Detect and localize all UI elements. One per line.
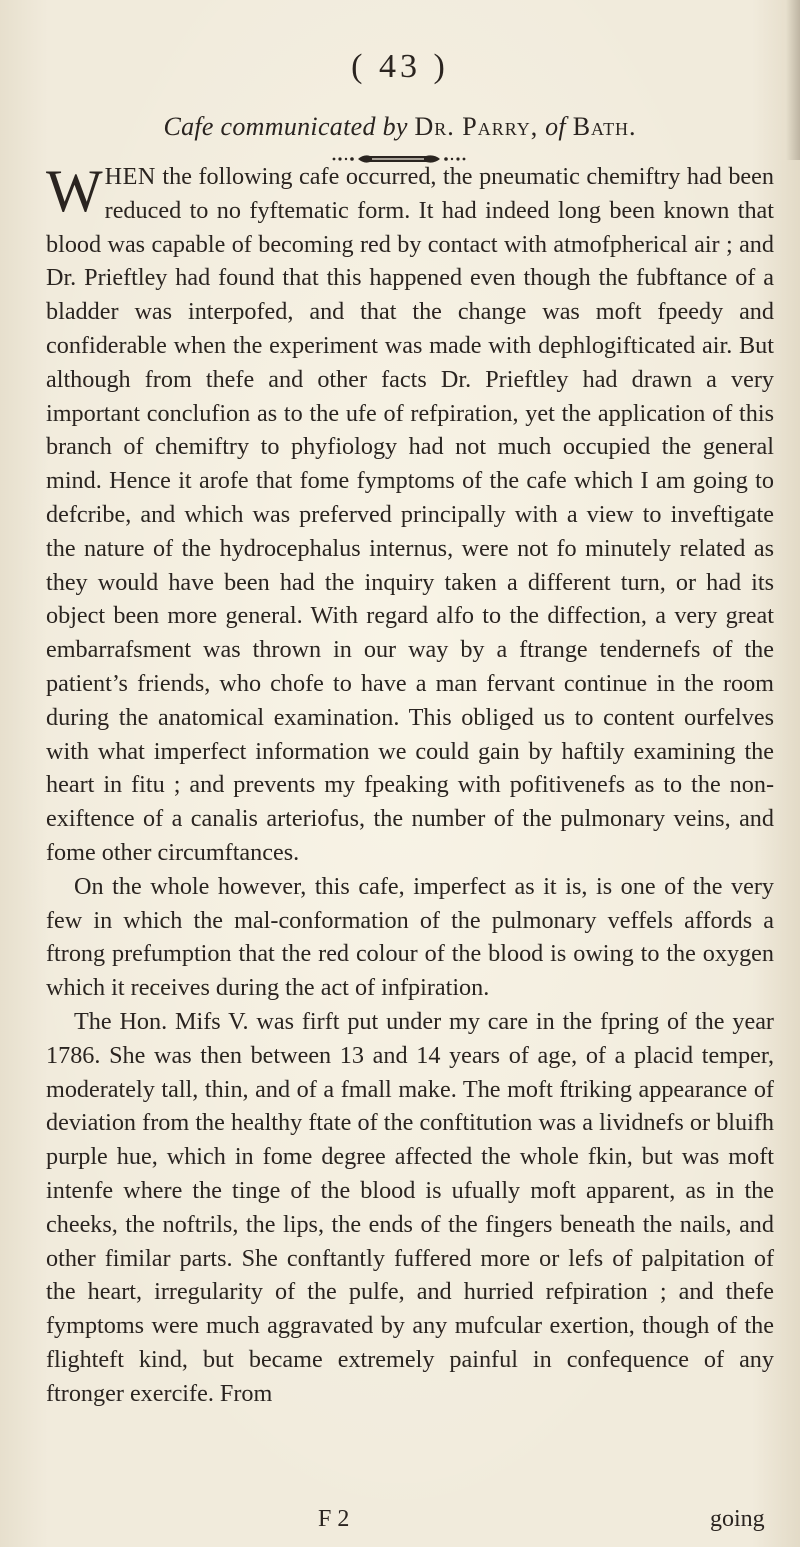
signature-mark: F 2 — [318, 1506, 350, 1532]
title-of: of — [538, 112, 573, 141]
paragraph-1 — [46, 160, 774, 870]
title-author: Dr. Parry, — [414, 112, 539, 141]
paragraph-3: The Hon. Mifs V. was firft put under my care in the fpring of the year 1786. She was then between 13 and 14 years of age, of a placid temper, moderately tall, thin, and of a fmall make. The moft ftriking appearance of deviation from the healthy ftate of the conftitution was a lividnefs or bluifh purple hue, which in fome degree affected the whole fkin, but was moft intenfe where the tinge of the blood is ufually moft apparent, as in the cheeks, the noftrils, the lips, the ends of the fingers beneath the nails, and other fimilar parts. She conftantly fuffered more or lefs of palpitation of the heart, irregularity of the pulfe, and hurried refpiration ; and thefe fymptoms were much aggravated by any mufcular exertion, though of the flighteft kind, but became extremely painful in confequence of any ftronger exercife. From — [46, 1007, 774, 1407]
title-prefix: Cafe communicated by — [163, 112, 415, 141]
catchword: going — [710, 1506, 765, 1532]
title-place: Bath. — [572, 112, 637, 141]
page-title — [0, 112, 800, 142]
body-text — [46, 160, 774, 1410]
drop-cap: W — [46, 158, 101, 224]
opening-caps: HEN — [104, 163, 156, 190]
paragraph-1-text: the following cafe occurred, the pneumatic chemiftry had been reduced to no fyftematic form. It had indeed long been known that blood was capable of becoming red by contact with atmofpherical air ; and Dr. Prieftley had found that this happened even though the fubftance of a bladder was interpofed, and that the change was moft fpeedy and confiderable when the experiment was made with dephlogifticated air. But although from thefe and other facts Dr. Prieftley had drawn a very important conclufion as to the ufe of refpiration, yet the application of this branch of chemiftry to phyfiology had not much occupied the general mind. Hence it arofe that fome fymptoms of the cafe which I am going to defcribe, and which was preferved principally with a view to inveftigate the nature of the hydrocephalus internus, were not fo minutely related as they would have been had the inquiry taken a different turn, or had its object been more general. With regard alfo to the diffection, a very great embarrafsment was thrown in our way by a ftrange tendernefs of the patient’s friends, who chofe to have a man fervant continue in the room during the anatomical examination. This obliged us to content ourfelves with what imperfect information we could gain by haftily examining the heart in fitu ; and prevents my fpeaking with pofitivenefs as to the non-exiftence of a canalis arteriofus, the number of the pulmonary veins, and fome other circumftances. — [46, 163, 774, 866]
paragraph-2: On the whole however, this cafe, imperfect as it is, is one of the very few in which the mal-conformation of the pulmonary veffels affords a ftrong prefumption that the red colour of the blood is owing to the oxygen which it receives during the act of infpiration. — [46, 872, 774, 1002]
page-number: ( 43 ) — [351, 48, 449, 85]
